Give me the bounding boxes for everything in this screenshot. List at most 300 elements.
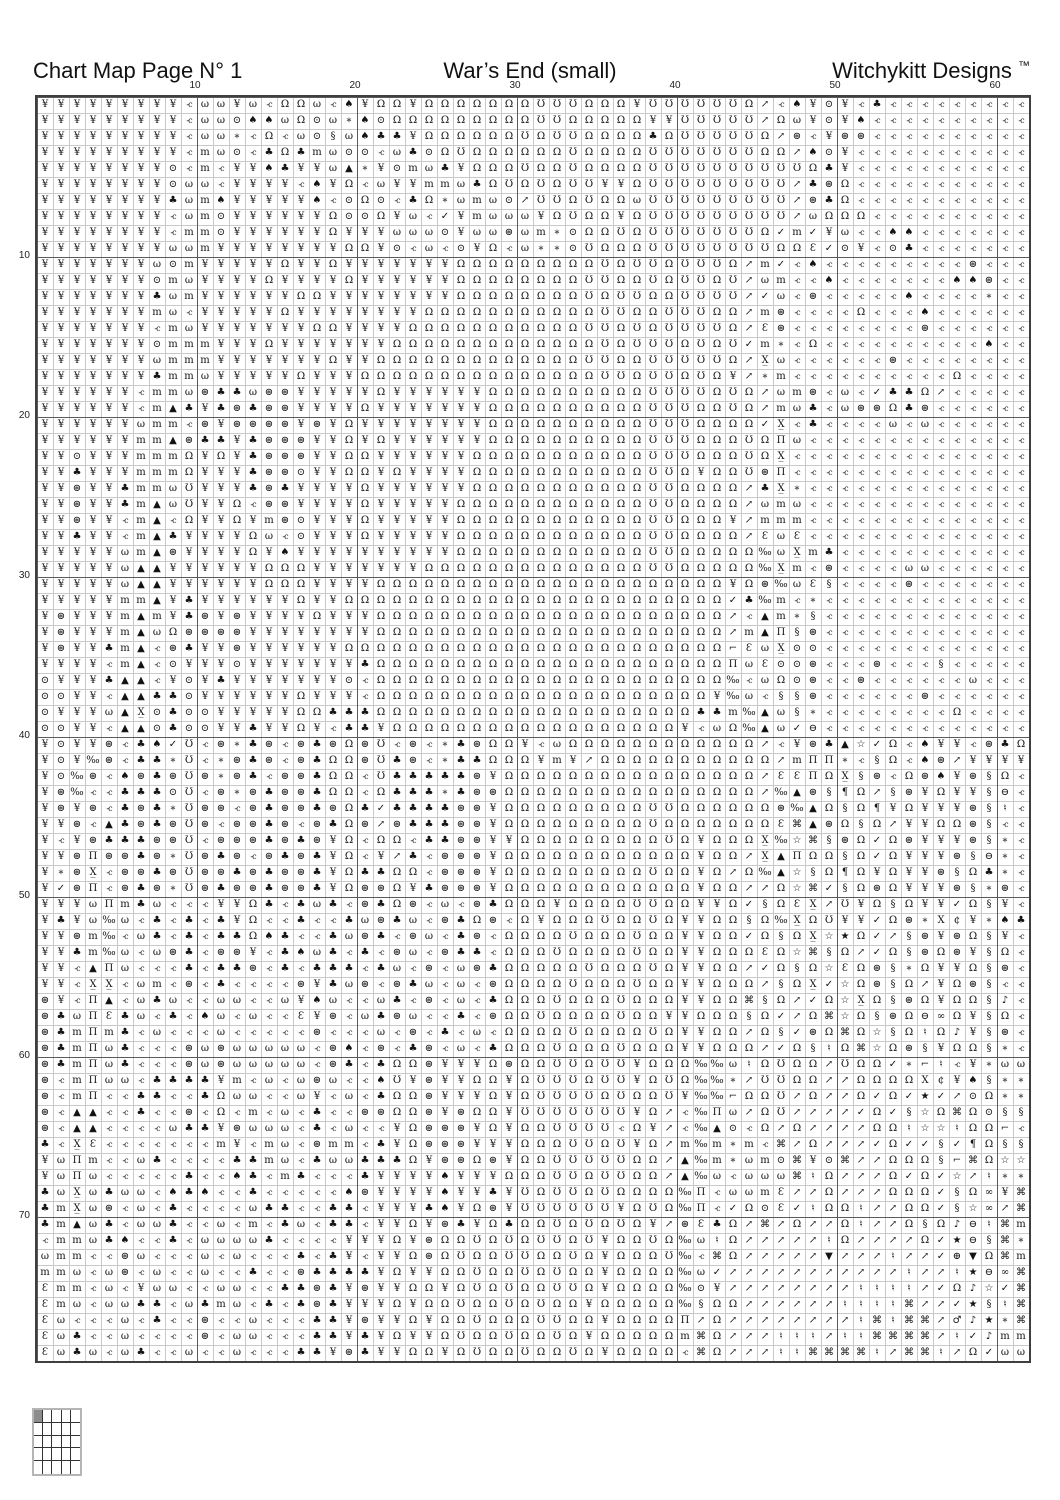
chart-cell: Ω: [504, 707, 514, 718]
chart-cell: ⊙: [360, 147, 370, 158]
chart-cell: Ω: [712, 643, 722, 654]
chart-cell: -c: [234, 1204, 240, 1213]
chart-cell: ¥: [329, 419, 337, 430]
chart-cell: Π: [88, 1091, 98, 1102]
chart-cell: ↗: [776, 1283, 786, 1294]
chart-cell: Ω: [488, 707, 498, 718]
chart-cell: ¥: [73, 419, 81, 430]
chart-cell: ♮: [859, 1283, 863, 1294]
chart-cell: Ω: [632, 627, 642, 638]
chart-cell: Ω: [920, 1171, 930, 1182]
chart-cell: ¥: [217, 515, 225, 526]
chart-cell: ♠: [984, 339, 994, 350]
chart-cell: Ω: [616, 579, 626, 590]
chart-cell: -c: [154, 964, 160, 973]
chart-cell: Ʊ: [568, 1107, 578, 1118]
chart-cell: ¥: [361, 435, 369, 446]
chart-cell: -c: [986, 612, 992, 621]
chart-cell: ♣: [216, 883, 226, 894]
chart-cell: ω: [72, 1011, 82, 1022]
chart-cell: ¥: [73, 579, 81, 590]
chart-cell: ⊖: [920, 1011, 930, 1022]
chart-cell: ¥: [89, 179, 97, 190]
chart-cell: Ω: [312, 323, 322, 334]
chart-cell: Ω: [856, 979, 866, 990]
chart-cell: Ω: [488, 643, 498, 654]
chart-cell: Ʊ: [648, 547, 658, 558]
chart-cell: Ω: [648, 1043, 658, 1054]
chart-cell: Ω: [680, 739, 690, 750]
chart-cell: ¥: [297, 195, 305, 206]
chart-cell: ♣: [200, 1299, 210, 1310]
chart-cell: ¥: [89, 323, 97, 334]
chart-cell: ¥: [41, 867, 49, 878]
chart-cell: Ʊ: [648, 1027, 658, 1038]
chart-cell: Ω: [456, 595, 466, 606]
chart-cell: ¥: [329, 515, 337, 526]
chart-cell: Ω: [728, 739, 738, 750]
chart-cell: Ω: [664, 995, 674, 1006]
chart-cell: Ω: [424, 659, 434, 670]
chart-cell: Ω: [888, 739, 898, 750]
chart-cell: Ʊ: [392, 1075, 402, 1086]
chart-cell: ↗: [856, 947, 866, 958]
chart-cell: ♣: [312, 787, 322, 798]
chart-cell: ¥: [121, 403, 129, 414]
chart-cell: ¥: [457, 1171, 465, 1182]
chart-cell: §: [874, 1011, 880, 1022]
chart-cell: ¥: [921, 803, 929, 814]
chart-cell: ▲: [777, 867, 785, 878]
chart-cell: -c: [282, 1076, 288, 1085]
chart-cell: -c: [186, 100, 192, 109]
chart-cell: ¥: [41, 179, 49, 190]
chart-cell: -c: [890, 564, 896, 573]
chart-cell: ¥: [681, 915, 689, 926]
chart-cell: ¥: [377, 339, 385, 350]
chart-cell: Ω: [488, 499, 498, 510]
chart-cell: §: [778, 931, 784, 942]
chart-cell: ¥: [265, 179, 273, 190]
chart-cell: ↗: [920, 1283, 930, 1294]
chart-cell: Ω: [664, 707, 674, 718]
chart-cell: ω: [456, 963, 466, 974]
chart-cell: ¥: [905, 883, 913, 894]
chart-cell: ↗: [776, 1235, 786, 1246]
chart-cell: ¥: [697, 1027, 705, 1038]
chart-cell: Ω: [792, 1123, 802, 1134]
chart-cell: Ω: [632, 387, 642, 398]
chart-cell: ¥: [57, 131, 65, 142]
chart-cell: Ω: [648, 787, 658, 798]
chart-cell: -c: [858, 164, 864, 173]
chart-cell: ¥: [329, 835, 337, 846]
chart-cell: -c: [1018, 884, 1024, 893]
chart-cell: ⊛: [296, 1267, 306, 1278]
chart-cell: -c: [954, 356, 960, 365]
chart-cell: ⌘: [920, 1315, 930, 1326]
chart-cell: Ʊ: [696, 179, 706, 190]
chart-cell: ¥: [41, 915, 49, 926]
chart-cell: Ω: [744, 867, 754, 878]
chart-cell: ¥: [57, 499, 65, 510]
chart-cell: ‰: [758, 867, 772, 878]
chart-cell: -c: [986, 372, 992, 381]
chart-cell: ¥: [473, 1091, 481, 1102]
chart-cell: Ʊ: [184, 771, 194, 782]
chart-cell: ¥: [41, 963, 49, 974]
chart-cell: -c: [106, 1172, 112, 1181]
chart-cell: Ω: [568, 307, 578, 318]
chart-cell: ☆: [872, 1027, 882, 1038]
chart-cell: -c: [282, 916, 288, 925]
chart-cell: -c: [858, 356, 864, 365]
chart-cell: ¥: [841, 99, 849, 110]
chart-cell: Ω: [840, 947, 850, 958]
chart-cell: -c: [842, 420, 848, 429]
chart-cell: Ω: [680, 707, 690, 718]
chart-cell: ♣: [360, 1267, 370, 1278]
chart-cell: ♮: [923, 1027, 927, 1038]
chart-cell: Ω: [808, 1059, 818, 1070]
chart-cell: ¥: [617, 179, 625, 190]
chart-cell: ω: [104, 1299, 114, 1310]
chart-cell: Ω: [648, 1155, 658, 1166]
chart-cell: -c: [170, 1044, 176, 1053]
chart-cell: Ω: [632, 579, 642, 590]
chart-cell: Ω: [328, 755, 338, 766]
chart-cell: ⊛: [328, 1059, 338, 1070]
chart-cell: ‰: [694, 1171, 708, 1182]
chart-cell: Ω: [536, 419, 546, 430]
chart-cell: Ω: [536, 707, 546, 718]
chart-cell: ω: [408, 1011, 418, 1022]
chart-cell: ↗: [744, 515, 754, 526]
chart-cell: ω: [120, 1075, 130, 1086]
chart-cell: Ω: [360, 531, 370, 542]
chart-cell: ♣: [264, 883, 274, 894]
chart-cell: ↗: [872, 1267, 882, 1278]
chart-cell: ¥: [1017, 755, 1025, 766]
chart-cell: Ω: [520, 1283, 530, 1294]
chart-cell: -c: [154, 1060, 160, 1069]
chart-cell: Ω: [568, 499, 578, 510]
chart-cell: ♮: [859, 1331, 863, 1342]
chart-cell: ‰: [774, 915, 788, 926]
chart-cell: ⊛: [760, 579, 770, 590]
chart-cell: Ʊ: [552, 131, 562, 142]
chart-cell: ¥: [153, 195, 161, 206]
chart-cell: ♣: [456, 915, 466, 926]
chart-cell: m: [168, 387, 178, 398]
chart-cell: ¥: [345, 483, 353, 494]
chart-cell: -c: [154, 1124, 160, 1133]
chart-cell: -c: [906, 308, 912, 317]
chart-cell: -c: [122, 740, 128, 749]
chart-cell: Ω: [536, 867, 546, 878]
chart-cell: ¥: [361, 323, 369, 334]
chart-cell: Ʊ: [568, 1171, 578, 1182]
chart-cell: Ω: [568, 707, 578, 718]
chart-cell: -c: [954, 628, 960, 637]
chart-cell: ¥: [281, 323, 289, 334]
chart-cell: Ω: [520, 659, 530, 670]
page-map-cell: [34, 1436, 43, 1449]
chart-cell: ¥: [345, 515, 353, 526]
chart-cell: Ω: [744, 979, 754, 990]
chart-cell: ♣: [296, 1171, 306, 1182]
chart-cell: ω: [296, 1091, 306, 1102]
chart-cell: ¥: [41, 275, 49, 286]
chart-cell: ⊛: [232, 643, 242, 654]
chart-cell: -c: [890, 772, 896, 781]
chart-cell: Ʊ: [520, 163, 530, 174]
chart-cell: ⊛: [408, 899, 418, 910]
chart-cell: ω: [248, 1091, 258, 1102]
chart-cell: Ω: [664, 627, 674, 638]
chart-cell: m: [216, 1299, 226, 1310]
chart-cell: m: [760, 339, 770, 350]
chart-cell: Ω: [280, 147, 290, 158]
chart-cell: ¥: [297, 163, 305, 174]
chart-cell: ¥: [345, 339, 353, 350]
chart-cell: Ʊ: [600, 1107, 610, 1118]
chart-cell: Ω: [616, 1267, 626, 1278]
chart-cell: ¥: [409, 1171, 417, 1182]
chart-cell: ¥: [393, 403, 401, 414]
chart-cell: ♣: [360, 1331, 370, 1342]
chart-cell: Ω: [520, 323, 530, 334]
chart-cell: -c: [874, 500, 880, 509]
chart-cell: ¥: [249, 243, 257, 254]
chart-cell: Ω: [744, 579, 754, 590]
chart-cell: Ω: [632, 499, 642, 510]
chart-cell: ¥: [377, 163, 385, 174]
chart-cell: Ω: [584, 611, 594, 622]
chart-cell: -c: [810, 356, 816, 365]
chart-cell: ⊙: [40, 675, 50, 686]
chart-cell: Ω: [488, 1123, 498, 1134]
chart-cell: Ʊ: [504, 179, 514, 190]
chart-cell: m: [536, 227, 546, 238]
chart-cell: Ω: [712, 835, 722, 846]
chart-cell: -c: [794, 324, 800, 333]
chart-cell: Ω: [936, 819, 946, 830]
chart-cell: m: [56, 1203, 66, 1214]
chart-cell: ω: [120, 1331, 130, 1342]
chart-cell: ☆: [936, 1123, 946, 1134]
chart-cell: ¥: [281, 627, 289, 638]
chart-cell: Ω: [648, 643, 658, 654]
chart-cell: ♣: [808, 419, 818, 430]
page-map-cell: [62, 1410, 71, 1423]
chart-cell: Ʊ: [664, 435, 674, 446]
chart-cell: ω: [504, 211, 514, 222]
chart-cell: ‰: [70, 771, 84, 782]
chart-cell: ¥: [201, 563, 209, 574]
chart-cell: ¥: [41, 147, 49, 158]
chart-cell: Ω: [632, 1027, 642, 1038]
chart-cell: ♣: [328, 899, 338, 910]
chart-cell: ¥: [41, 787, 49, 798]
chart-cell: ¥: [281, 707, 289, 718]
chart-cell: -c: [954, 180, 960, 189]
chart-cell: ¥: [361, 1299, 369, 1310]
chart-cell: -c: [938, 436, 944, 445]
chart-cell: -c: [122, 1204, 128, 1213]
chart-cell: Ω: [408, 355, 418, 366]
chart-cell: ↗: [856, 1139, 866, 1150]
chart-cell: -c: [874, 452, 880, 461]
chart-cell: ✓: [776, 227, 786, 238]
chart-cell: -c: [1018, 212, 1024, 221]
chart-cell: Ʊ: [680, 403, 690, 414]
chart-cell: Ω: [360, 195, 370, 206]
chart-cell: X̲: [809, 899, 817, 910]
chart-cell: -c: [1018, 724, 1024, 733]
chart-cell: -c: [858, 484, 864, 493]
chart-cell: Ʊ: [600, 307, 610, 318]
chart-cell: ω: [184, 195, 194, 206]
chart-cell: ✓: [728, 595, 738, 606]
chart-cell: ¥: [441, 483, 449, 494]
chart-cell: Ω: [504, 323, 514, 334]
chart-cell: ¥: [489, 851, 497, 862]
chart-cell: ⊛: [808, 195, 818, 206]
chart-cell: ¥: [249, 291, 257, 302]
chart-cell: ⊛: [88, 835, 98, 846]
chart-cell: Ω: [568, 947, 578, 958]
chart-cell: ⊛: [680, 1219, 690, 1230]
chart-cell: m: [88, 947, 98, 958]
chart-cell: ¥: [505, 1155, 513, 1166]
chart-cell: ↗: [824, 1123, 834, 1134]
chart-cell: ¥: [345, 1331, 353, 1342]
chart-cell: ↗: [584, 755, 594, 766]
chart-cell: ¥: [137, 163, 145, 174]
chart-cell: ♣: [408, 771, 418, 782]
chart-cell: ¥: [217, 691, 225, 702]
chart-cell: ♣: [760, 483, 770, 494]
chart-cell: ¥: [377, 1315, 385, 1326]
chart-cell: ♠: [168, 1187, 178, 1198]
chart-cell: ♣: [392, 1155, 402, 1166]
chart-cell: Π: [824, 755, 834, 766]
chart-cell: ω: [1000, 1059, 1010, 1070]
chart-cell: ¥: [473, 419, 481, 430]
chart-cell: -c: [922, 580, 928, 589]
chart-cell: Ω: [424, 1283, 434, 1294]
chart-cell: ↗: [888, 1203, 898, 1214]
chart-cell: ¥: [201, 643, 209, 654]
chart-cell: -c: [826, 420, 832, 429]
chart-cell: ⊛: [88, 803, 98, 814]
chart-cell: §: [794, 707, 800, 718]
chart-cell: -c: [474, 1012, 480, 1021]
chart-cell: -c: [682, 1108, 688, 1117]
chart-cell: ω: [216, 147, 226, 158]
chart-cell: ¥: [57, 259, 65, 270]
chart-cell: ω: [360, 915, 370, 926]
chart-cell: ¥: [73, 323, 81, 334]
chart-cell: -c: [1002, 244, 1008, 253]
chart-cell: ⊛: [920, 403, 930, 414]
chart-cell: ♣: [472, 947, 482, 958]
chart-cell: Ω: [616, 915, 626, 926]
chart-cell: Ʊ: [184, 499, 194, 510]
chart-cell: ⊛: [296, 739, 306, 750]
chart-cell: -c: [426, 212, 432, 221]
chart-cell: §: [810, 611, 816, 622]
chart-cell: ♣: [184, 595, 194, 606]
chart-cell: ¥: [121, 467, 129, 478]
chart-cell: Ω: [792, 1043, 802, 1054]
chart-cell: -c: [890, 644, 896, 653]
chart-cell: ω: [296, 131, 306, 142]
chart-cell: ▲: [777, 851, 785, 862]
chart-cell: Ω: [536, 771, 546, 782]
chart-cell: ¥: [697, 467, 705, 478]
chart-cell: ¥: [345, 371, 353, 382]
chart-cell: Ω: [728, 963, 738, 974]
chart-cell: ¥: [457, 483, 465, 494]
chart-cell: ⊛: [968, 979, 978, 990]
chart-cell: ♣: [184, 931, 194, 942]
chart-cell: -c: [938, 212, 944, 221]
chart-cell: Ʊ: [648, 371, 658, 382]
chart-cell: ¥: [377, 275, 385, 286]
chart-cell: -c: [954, 420, 960, 429]
chart-cell: ⊙: [56, 723, 66, 734]
chart-cell: ♠: [296, 947, 306, 958]
chart-cell: ω: [792, 115, 802, 126]
chart-cell: -c: [746, 676, 752, 685]
chart-cell: -c: [170, 1300, 176, 1309]
chart-cell: Ω: [680, 691, 690, 702]
chart-cell: -c: [954, 388, 960, 397]
chart-cell: ¥: [89, 339, 97, 350]
chart-cell: -c: [1002, 820, 1008, 829]
chart-cell: Ω: [488, 1331, 498, 1342]
chart-cell: Ω: [520, 931, 530, 942]
chart-cell: ⊛: [888, 1011, 898, 1022]
chart-cell: ⌘: [872, 1331, 882, 1342]
chart-cell: ♮: [875, 1347, 879, 1358]
chart-cell: ¥: [137, 323, 145, 334]
chart-cell: -c: [282, 1300, 288, 1309]
chart-cell: ⊙: [312, 131, 322, 142]
chart-cell: ↗: [856, 1155, 866, 1166]
chart-cell: Ω: [584, 691, 594, 702]
chart-cell: ¥: [1001, 1187, 1009, 1198]
chart-cell: -c: [362, 852, 368, 861]
chart-cell: -c: [922, 132, 928, 141]
chart-cell: Ʊ: [744, 243, 754, 254]
chart-cell: ¥: [297, 323, 305, 334]
chart-cell: ⊛: [216, 739, 226, 750]
chart-cell: Ω: [520, 819, 530, 830]
chart-cell: ¥: [601, 1347, 609, 1358]
chart-cell: Ω: [728, 1043, 738, 1054]
chart-cell: Ω: [664, 1267, 674, 1278]
chart-cell: ♣: [488, 995, 498, 1006]
chart-cell: ∗: [553, 243, 561, 254]
chart-cell: ♣: [152, 1075, 162, 1086]
chart-cell: ↗: [808, 1283, 818, 1294]
chart-cell: ¥: [409, 435, 417, 446]
chart-cell: ¥: [281, 211, 289, 222]
chart-cell: Ω: [792, 1075, 802, 1086]
